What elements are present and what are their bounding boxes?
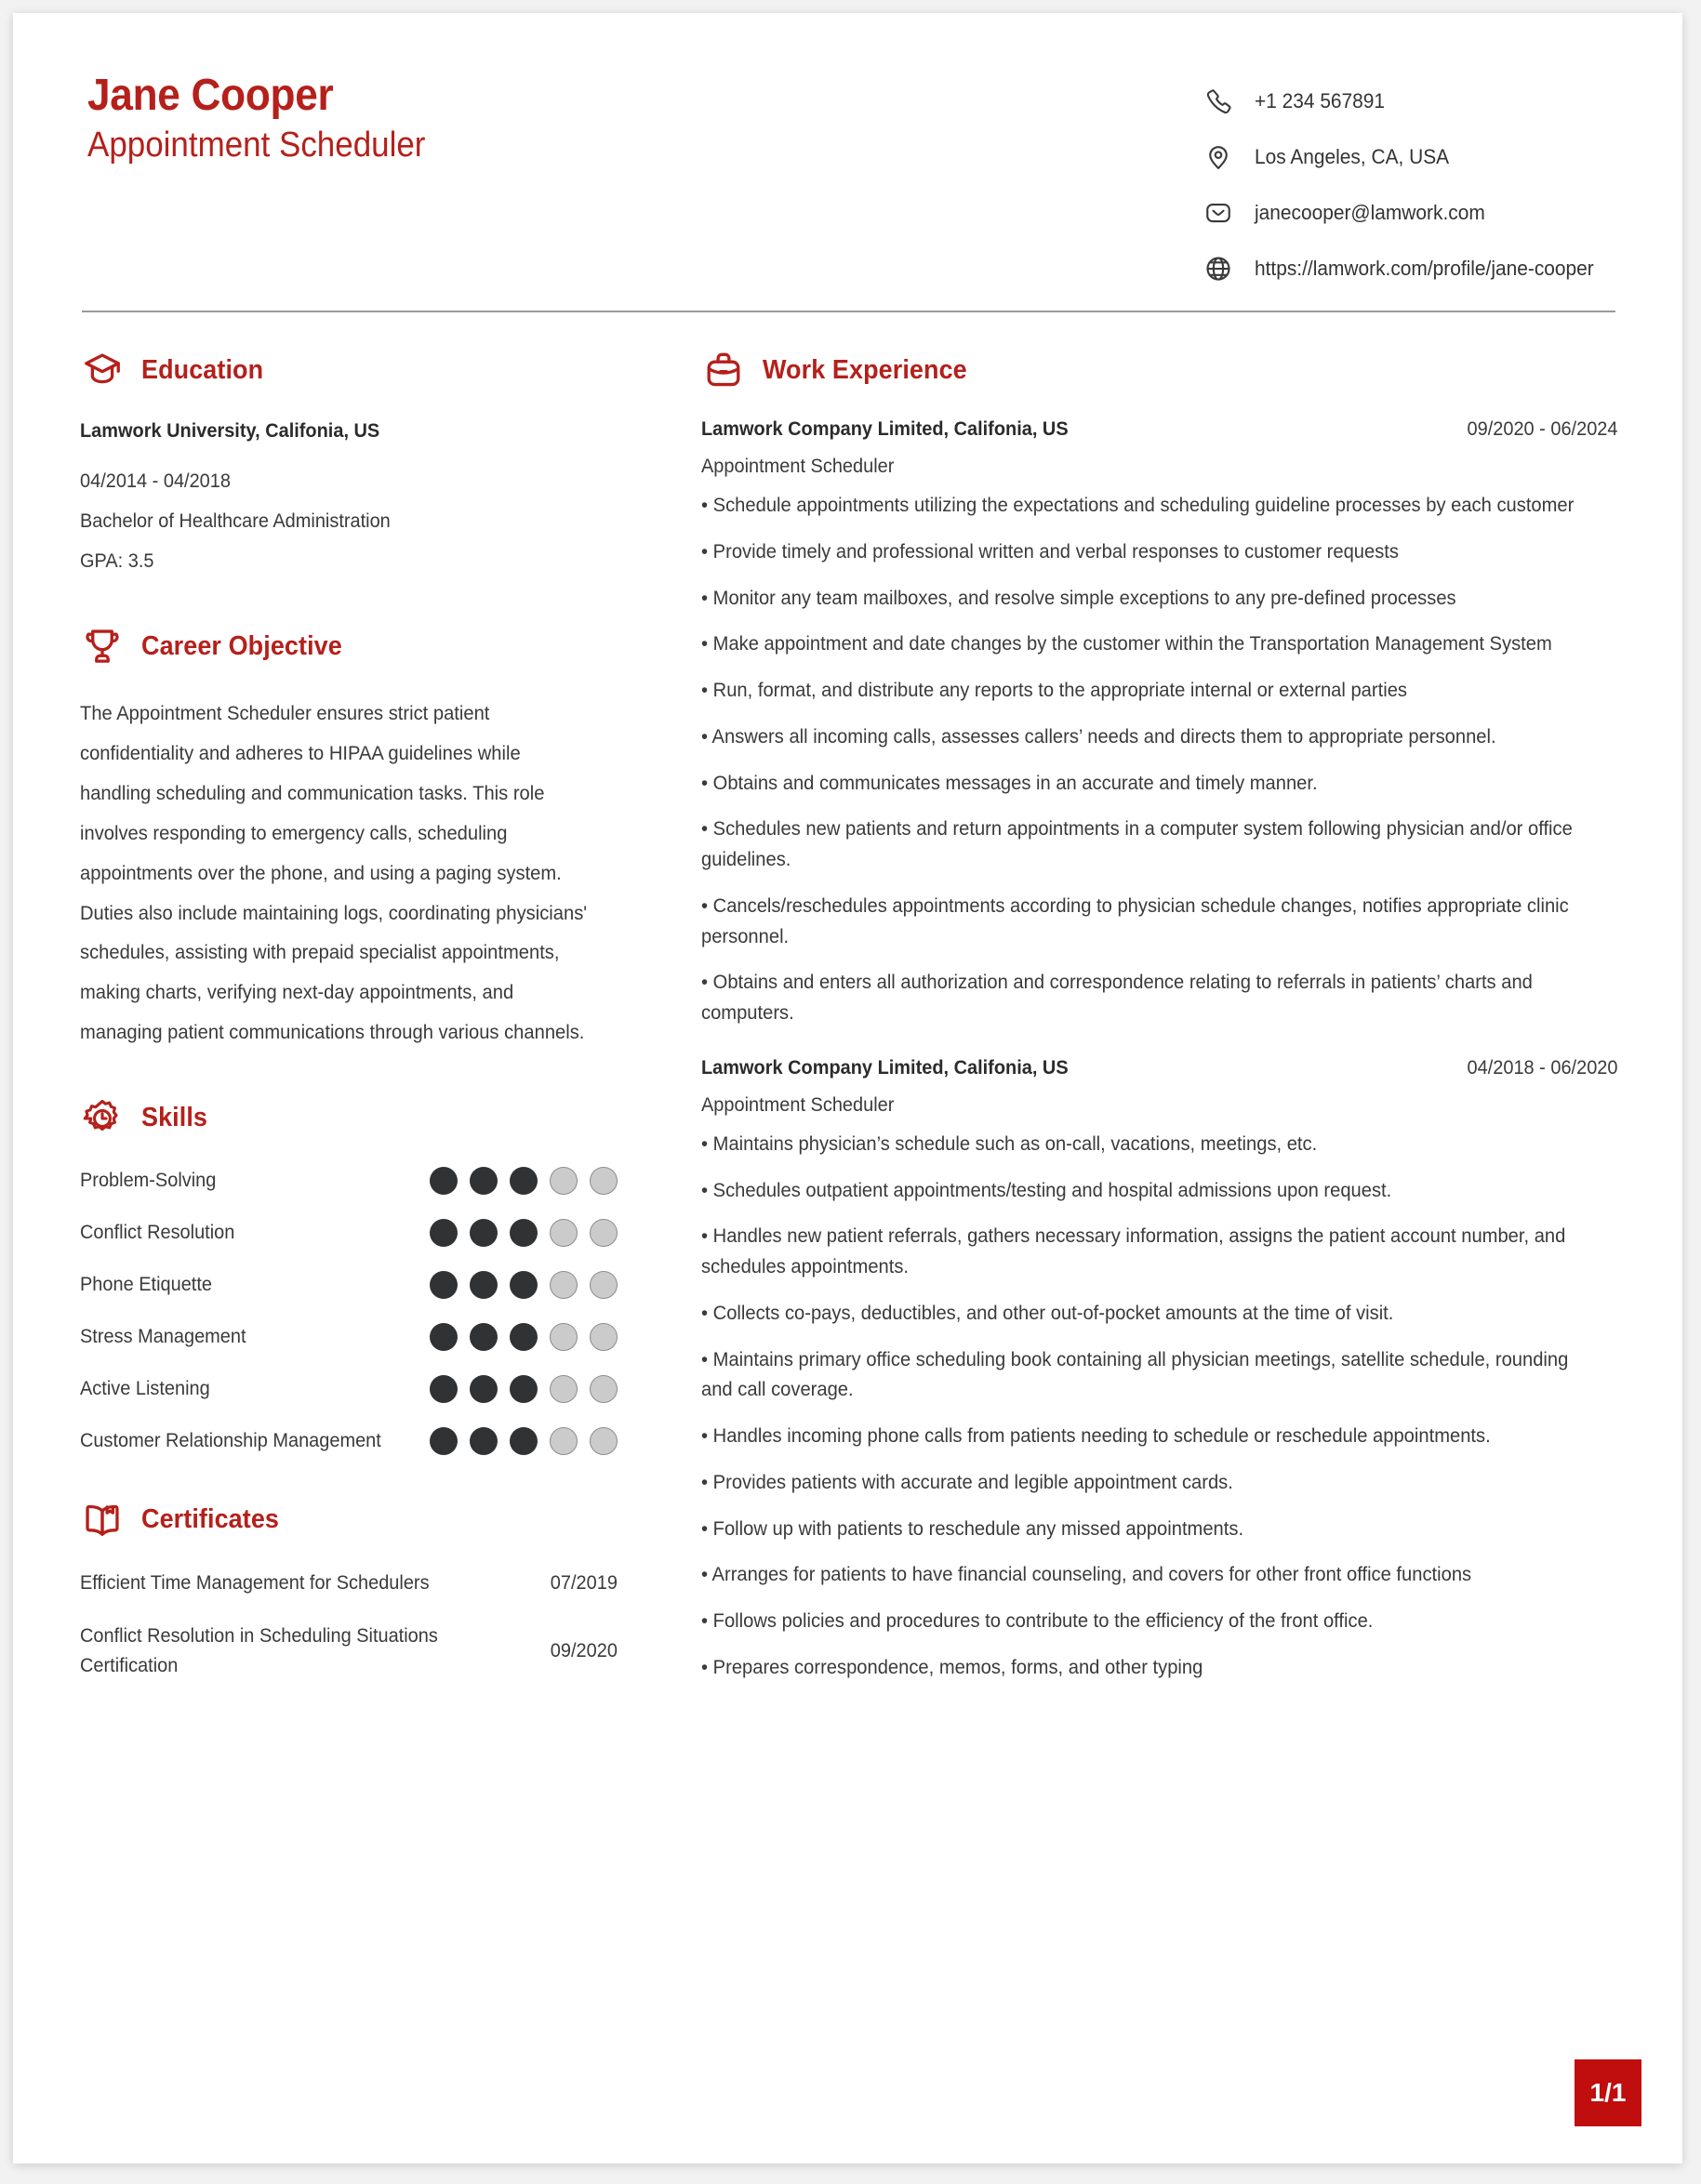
contact-email[interactable] [1203,197,1612,229]
rating-dot-filled [470,1375,498,1403]
rating-dot-filled [470,1427,498,1455]
rating-dot-filled [470,1323,498,1351]
job-bullet: • Collects co-pays, deductibles, and other out-of-pocket amounts at the time of visit. [701,1302,1394,1324]
certificate-date: 07/2019 [550,1571,618,1594]
skill-label: Phone Etiquette [80,1274,212,1296]
section-skills [80,1096,618,1455]
education-heading [80,348,618,392]
contact-location[interactable] [1203,141,1612,173]
job-bullet: • Maintains physician’s schedule such as on-call, vacations, meetings, etc. [701,1132,1318,1155]
contact-phone-text: +1 234 567891 [1255,88,1386,113]
rating-dot-filled [430,1323,458,1351]
location-icon [1203,141,1234,173]
job-bullet: • Make appointment and date changes by the customer within the Transportation Management System [701,633,1552,655]
job-bullet: • Handles incoming phone calls from patients needing to schedule or reschedule appointments. [701,1425,1491,1447]
job-bullet: • Cancels/reschedules appointments according to physician schedule changes, notifies appropriate clinic personnel. [701,894,1569,947]
skill-rating-dots [430,1375,618,1403]
contact-website-text: https://lamwork.com/profile/jane-cooper [1255,256,1594,280]
education-title: Education [141,354,264,385]
rating-dot-empty [550,1167,578,1195]
job-role: Appointment Scheduler [701,1093,895,1116]
rating-dot-filled [430,1375,458,1403]
rating-dot-filled [470,1167,498,1195]
skill-item [80,1219,618,1247]
job-bullet: • Obtains and communicates messages in an accurate and timely manner. [701,772,1318,794]
work-experience-heading [701,348,1617,392]
resume-page [13,13,1682,2164]
resume-body [80,348,1617,1727]
rating-dot-filled [430,1271,458,1299]
certificates-title: Certificates [141,1504,280,1535]
job-dates: 09/2020 - 06/2024 [1467,418,1617,440]
rating-dot-filled [510,1375,538,1403]
skill-label: Problem-Solving [80,1170,217,1192]
job-bullet: • Schedules new patients and return appointments in a computer system following physician and/or office guidelines. [701,818,1573,870]
job-header [701,1057,1617,1079]
section-education [80,348,618,581]
job-bullet: • Schedule appointments utilizing the expectations and scheduling guideline processes by each customer [701,495,1575,516]
phone-icon [1203,86,1234,117]
rating-dot-filled [470,1219,498,1247]
education-school: Lamwork University, Califonia, US [80,420,380,442]
skill-item [80,1323,618,1351]
section-certificates [80,1498,618,1681]
career-objective-heading [80,624,618,668]
certificate-item [80,1621,618,1680]
rating-dot-filled [510,1219,538,1247]
contact-list [1203,73,1617,285]
skill-item [80,1375,618,1403]
skill-item [80,1271,618,1299]
rating-dot-empty [590,1219,618,1247]
job-company: Lamwork Company Limited, Califonia, US [701,1056,1069,1079]
rating-dot-empty [590,1427,618,1455]
section-work-experience [701,348,1617,1684]
gear-clock-icon [80,1096,125,1141]
rating-dot-filled [430,1219,458,1247]
globe-icon [1203,253,1234,285]
section-career-objective [80,624,618,1052]
work-experience-title: Work Experience [763,354,967,385]
right-column [638,348,1617,1727]
job-bullet: • Maintains primary office scheduling book containing all physician meetings, satellite schedule, rounding and call coverage. [701,1348,1569,1401]
job-dates: 04/2018 - 06/2020 [1467,1056,1617,1079]
briefcase-icon [701,348,746,392]
skill-item [80,1427,618,1455]
certificate-item [80,1569,618,1598]
career-objective-title: Career Objective [141,630,342,661]
skill-label: Stress Management [80,1326,246,1348]
job-bullet: • Monitor any team mailboxes, and resolve simple exceptions to any pre-defined processes [701,587,1456,609]
rating-dot-empty [550,1375,578,1403]
skill-rating-dots [430,1271,618,1299]
career-objective-text: The Appointment Scheduler ensures strict patient confidentiality and adheres to HIPAA guidelines while handling scheduling and communication tasks. This role involves responding to emergency calls, scheduling appointments over the phone, and using a paging system. Duties also include maintaining logs, coordinating physicians' schedules, assisting with prepaid specialist appointments, making charts, verifying next-day appointments, and managing patient communications through various channels. [80,703,588,1044]
skill-rating-dots [430,1219,618,1247]
job-company: Lamwork Company Limited, Califonia, US [701,418,1069,440]
identity-block [80,73,455,166]
rating-dot-filled [430,1427,458,1455]
job-entry [701,418,1617,1029]
education-degree: Bachelor of Healthcare Administration [80,510,391,533]
job-bullet: • Follow up with patients to reschedule any missed appointments. [701,1517,1244,1540]
rating-dot-filled [510,1167,538,1195]
job-bullet: • Run, format, and distribute any reports to the appropriate internal or external parties [701,680,1407,701]
contact-phone[interactable] [1203,86,1612,117]
job-bullet: • Provides patients with accurate and legible appointment cards. [701,1471,1233,1493]
job-bullet: • Arranges for patients to have financial counseling, and covers for other front office functions [701,1564,1472,1586]
skills-heading [80,1096,618,1141]
candidate-job-title: Appointment Scheduler [87,125,426,165]
rating-dot-filled [430,1167,458,1195]
job-bullet: • Answers all incoming calls, assesses callers’ needs and directs them to appropriate personnel. [701,725,1496,748]
rating-dot-empty [550,1271,578,1299]
rating-dot-filled [510,1271,538,1299]
trophy-icon [80,624,125,668]
skill-label: Customer Relationship Management [80,1430,381,1452]
rating-dot-filled [470,1271,498,1299]
rating-dot-empty [550,1323,578,1351]
certificate-name: Conflict Resolution in Scheduling Situations Certification [80,1625,438,1676]
open-book-icon [80,1498,125,1542]
certificate-name: Efficient Time Management for Schedulers [80,1571,430,1594]
rating-dot-empty [590,1375,618,1403]
rating-dot-filled [510,1427,538,1455]
education-entry [80,418,618,581]
contact-website[interactable] [1203,253,1612,285]
graduation-cap-icon [80,348,125,392]
certificate-date: 09/2020 [550,1639,618,1661]
job-bullet: • Provide timely and professional written and verbal responses to customer requests [701,540,1399,563]
job-bullet: • Handles new patient referrals, gathers necessary information, assigns the patient account number, and schedules appointments. [701,1225,1566,1277]
job-role: Appointment Scheduler [701,456,895,477]
skill-rating-dots [430,1167,618,1195]
rating-dot-filled [510,1323,538,1351]
job-bullet: • Schedules outpatient appointments/testing and hospital admissions upon request. [701,1179,1392,1201]
job-bullet: • Prepares correspondence, memos, forms, and other typing [701,1656,1203,1678]
page-indicator-badge: 1/1 [1575,2059,1641,2126]
skills-title: Skills [141,1103,208,1133]
job-bullet: • Follows policies and procedures to contribute to the efficiency of the front office. [701,1610,1374,1632]
header-divider [82,311,1615,312]
contact-location-text: Los Angeles, CA, USA [1255,144,1450,168]
rating-dot-empty [550,1219,578,1247]
job-bullet: • Obtains and enters all authorization and correspondence relating to referrals in patients’ charts and computers. [701,972,1533,1024]
education-dates: 04/2014 - 04/2018 [80,470,231,493]
rating-dot-empty [590,1323,618,1351]
candidate-name: Jane Cooper [87,71,334,120]
skill-rating-dots [430,1323,618,1351]
skill-label: Conflict Resolution [80,1222,235,1244]
contact-email-text: janecooper@lamwork.com [1255,200,1485,224]
education-gpa: GPA: 3.5 [80,550,154,573]
certificates-heading [80,1498,618,1542]
rating-dot-empty [590,1167,618,1195]
resume-header [80,58,1617,285]
left-column [80,348,638,1723]
skill-label: Active Listening [80,1378,210,1400]
skill-rating-dots [430,1427,618,1455]
rating-dot-empty [590,1271,618,1299]
job-header [701,418,1617,441]
job-entry [701,1057,1617,1684]
email-icon [1203,197,1234,229]
rating-dot-empty [550,1427,578,1455]
skill-item [80,1167,618,1195]
